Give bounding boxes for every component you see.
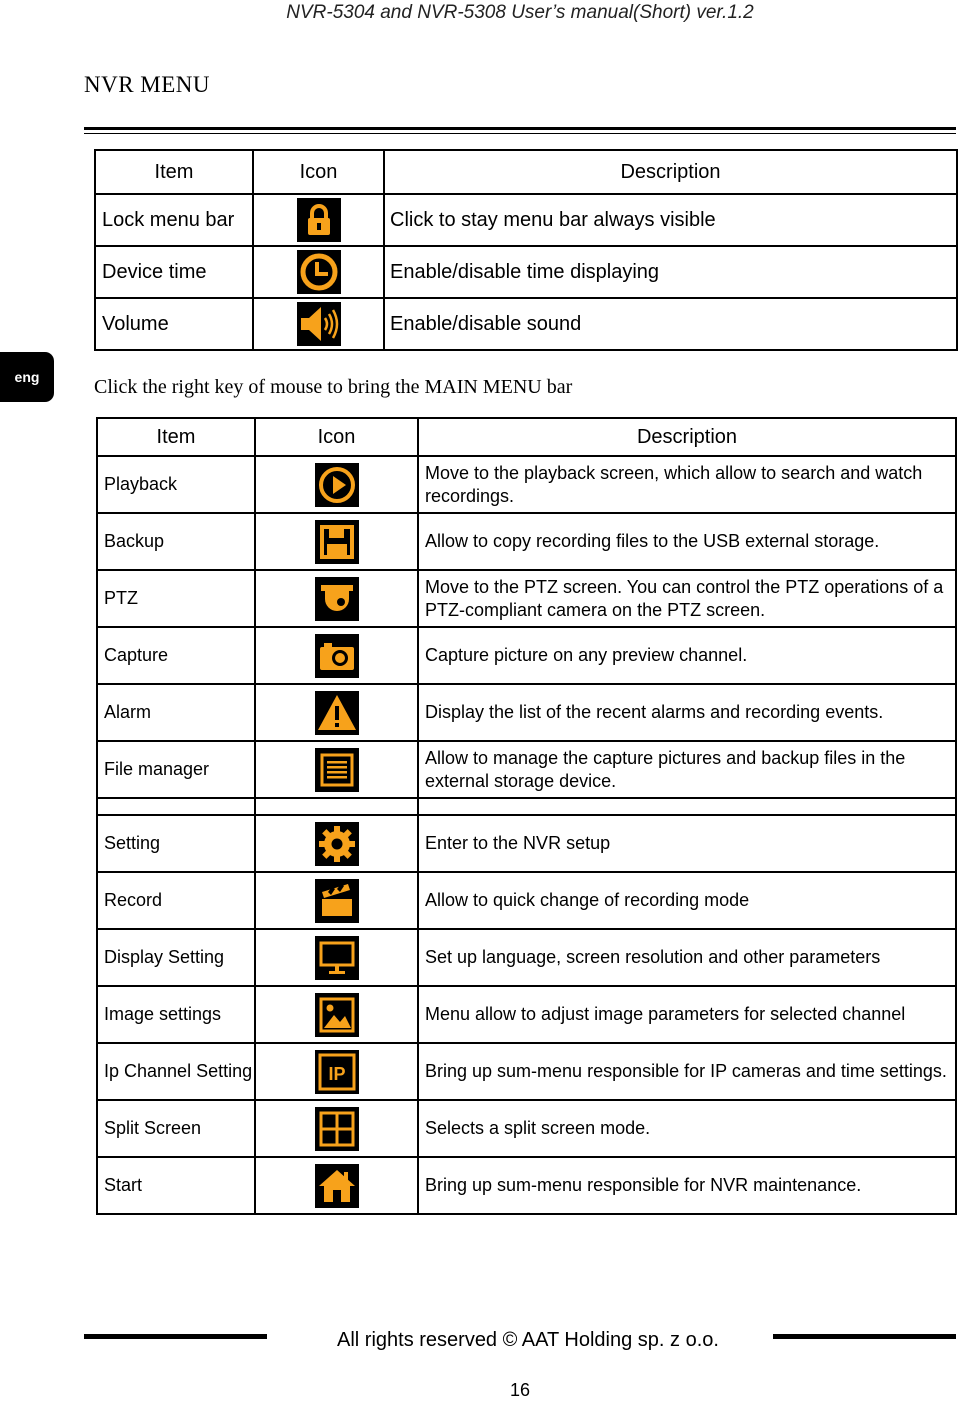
description-cell: Capture picture on any preview channel. [418, 627, 956, 684]
main-menu-table [96, 417, 957, 1215]
table-row [97, 929, 956, 986]
footer-rule-left [84, 1334, 267, 1339]
image-icon [315, 993, 359, 1037]
item-cell: Lock menu bar [95, 194, 253, 246]
clapperboard-icon [315, 879, 359, 923]
item-cell: Setting [97, 815, 255, 872]
footer-rule-right [773, 1334, 956, 1339]
description-cell: Move to the PTZ screen. You can control the PTZ operations of a PTZ-compliant camera on the PTZ screen. [418, 570, 956, 627]
table-row [97, 1043, 956, 1100]
item-cell: Split Screen [97, 1100, 255, 1157]
heading-rule-thick [84, 127, 956, 130]
play-icon [315, 463, 359, 507]
document-header-title: NVR-5304 and NVR-5308 User’s manual(Short) ver.1.2 [286, 2, 754, 23]
table-row [97, 815, 956, 872]
table-header-row [95, 150, 957, 194]
table-row [95, 194, 957, 246]
item-cell: Capture [97, 627, 255, 684]
floppy-disk-icon [315, 520, 359, 564]
column-header-description: Description [384, 150, 957, 194]
item-cell: Image settings [97, 986, 255, 1043]
column-header-item: Item [97, 418, 255, 456]
home-icon [315, 1164, 359, 1208]
description-cell: Enable/disable time displaying [384, 246, 957, 298]
heading-rule-thin [84, 133, 956, 134]
monitor-icon [315, 936, 359, 980]
description-cell: Allow to quick change of recording mode [418, 872, 956, 929]
table-row [97, 456, 956, 513]
column-header-icon: Icon [253, 150, 384, 194]
file-list-icon [315, 748, 359, 792]
item-cell: Volume [95, 298, 253, 350]
footer-copyright: All rights reserved © AAT Holding sp. z o.o. [337, 1329, 719, 1351]
item-cell: Device time [95, 246, 253, 298]
description-cell: Set up language, screen resolution and other parameters [418, 929, 956, 986]
item-cell: Start [97, 1157, 255, 1214]
table-row [97, 1157, 956, 1214]
warning-icon [315, 691, 359, 735]
ip-icon-text: IP [327, 1063, 346, 1084]
description-cell: Enable/disable sound [384, 298, 957, 350]
table-row [95, 246, 957, 298]
item-cell: PTZ [97, 570, 255, 627]
item-cell: File manager [97, 741, 255, 798]
description-cell: Allow to copy recording files to the USB external storage. [418, 513, 956, 570]
column-header-icon: Icon [255, 418, 418, 456]
column-header-description: Description [418, 418, 956, 456]
table-spacer-row [97, 798, 956, 815]
item-cell: Display Setting [97, 929, 255, 986]
description-cell: Move to the playback screen, which allow to search and watch recordings. [418, 456, 956, 513]
intro-text: Click the right key of mouse to bring the MAIN MENU bar [94, 376, 573, 398]
description-cell: Selects a split screen mode. [418, 1100, 956, 1157]
table-row [97, 684, 956, 741]
item-cell: Ip Channel Setting [97, 1043, 255, 1100]
item-cell: Record [97, 872, 255, 929]
table-row [97, 570, 956, 627]
column-header-item: Item [95, 150, 253, 194]
item-cell: Backup [97, 513, 255, 570]
description-cell: Menu allow to adjust image parameters for selected channel [418, 986, 956, 1043]
ip-icon [315, 1050, 359, 1094]
gear-icon [315, 822, 359, 866]
clock-icon [297, 250, 341, 294]
table-row [97, 986, 956, 1043]
description-cell: Allow to manage the capture pictures and backup files in the external storage device. [418, 741, 956, 798]
description-cell: Enter to the NVR setup [418, 815, 956, 872]
split-screen-icon [315, 1107, 359, 1151]
description-cell: Bring up sum-menu responsible for NVR maintenance. [418, 1157, 956, 1214]
item-cell: Playback [97, 456, 255, 513]
speaker-icon [297, 302, 341, 346]
page-title: NVR MENU [84, 72, 211, 97]
table-row [97, 741, 956, 798]
table-row [95, 298, 957, 350]
table-row [97, 872, 956, 929]
camera-icon [315, 634, 359, 678]
table-row [97, 513, 956, 570]
description-cell: Display the list of the recent alarms and recording events. [418, 684, 956, 741]
table-row [97, 1100, 956, 1157]
page-number: 16 [509, 1380, 531, 1400]
description-cell: Bring up sum-menu responsible for IP cameras and time settings. [418, 1043, 956, 1100]
lock-icon [297, 198, 341, 242]
table-header-row [97, 418, 956, 456]
table-row [97, 627, 956, 684]
item-cell: Alarm [97, 684, 255, 741]
language-tab-eng: eng [0, 352, 54, 402]
toolbar-icons-table [94, 149, 958, 351]
description-cell: Click to stay menu bar always visible [384, 194, 957, 246]
ptz-camera-icon [315, 577, 359, 621]
